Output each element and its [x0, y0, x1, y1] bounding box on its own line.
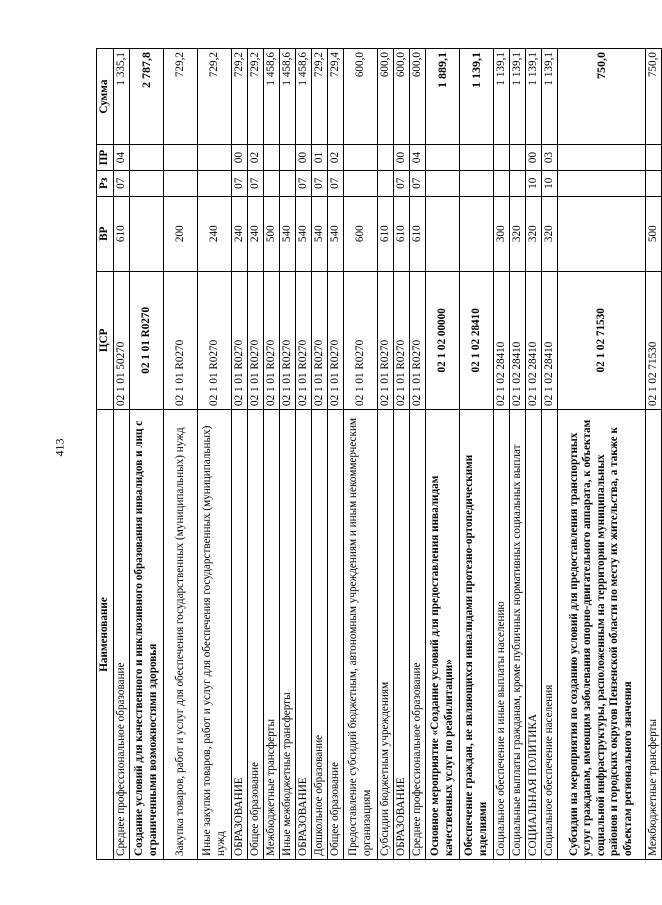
- cell-csr: 02 1 01 R0270: [296, 271, 312, 409]
- cell-name: Иные межбюджетные трансферты: [280, 409, 296, 859]
- cell-name: ОБРАЗОВАНИЕ: [232, 409, 248, 859]
- cell-csr: 02 1 02 28410: [526, 271, 542, 409]
- table-row: [232, 49, 248, 860]
- table-row: [114, 49, 130, 860]
- cell-csr: 02 1 01 R0270: [248, 271, 264, 409]
- table-header-row: [97, 49, 114, 860]
- cell-sum: 729,2: [312, 49, 328, 145]
- header-csr: ЦСР: [97, 271, 114, 409]
- cell-pr: [646, 145, 662, 171]
- cell-sum: 600,0: [344, 49, 378, 145]
- cell-sum: 750,0: [646, 49, 662, 145]
- cell-pr: 02: [248, 145, 264, 171]
- cell-csr: 02 1 01 R0270: [410, 271, 426, 409]
- cell-pr: 01: [312, 145, 328, 171]
- cell-vr: [426, 196, 460, 271]
- cell-vr: [130, 196, 164, 271]
- cell-pr: [130, 145, 164, 171]
- table-row: [164, 49, 198, 860]
- cell-pr: 00: [296, 145, 312, 171]
- cell-sum: 729,2: [198, 49, 232, 145]
- cell-sum: 1 139,1: [460, 49, 494, 145]
- table-row: [280, 49, 296, 860]
- cell-pr: [344, 145, 378, 171]
- cell-sum: 729,2: [232, 49, 248, 145]
- cell-rz: 10: [542, 170, 558, 196]
- rotated-page: [96, 48, 659, 860]
- rotated-table-wrapper: [96, 48, 659, 860]
- cell-sum: 1 139,1: [526, 49, 542, 145]
- cell-rz: [460, 170, 494, 196]
- cell-pr: [280, 145, 296, 171]
- cell-sum: 729,2: [164, 49, 198, 145]
- cell-vr: 610: [114, 196, 130, 271]
- cell-sum: 1 139,1: [510, 49, 526, 145]
- cell-csr: 02 1 01 R0270: [344, 271, 378, 409]
- cell-rz: [280, 170, 296, 196]
- cell-rz: 07: [114, 170, 130, 196]
- cell-name: Межбюджетные трансферты: [646, 409, 662, 859]
- cell-sum: 1 139,1: [494, 49, 510, 145]
- cell-pr: 00: [394, 145, 410, 171]
- cell-vr: 540: [312, 196, 328, 271]
- cell-vr: 240: [232, 196, 248, 271]
- cell-pr: 00: [232, 145, 248, 171]
- cell-name: Основное мероприятие «Создание условий для предоставления инвалидам качественных услуг по реабилитации»: [426, 409, 460, 859]
- cell-name: Среднее профессиональное образование: [114, 409, 130, 859]
- cell-vr: 240: [198, 196, 232, 271]
- cell-csr: 02 1 02 71530: [558, 271, 646, 409]
- header-vr: ВР: [97, 196, 114, 271]
- table-row: [264, 49, 280, 860]
- cell-rz: 07: [232, 170, 248, 196]
- budget-table: [96, 48, 662, 860]
- header-rz: Рз: [97, 170, 114, 196]
- cell-name: Общее образование: [328, 409, 344, 859]
- cell-name: Закупка товаров, работ и услуг для обеспечения государственных (муниципальных) нужд: [164, 409, 198, 859]
- table-row: [542, 49, 558, 860]
- cell-rz: 10: [526, 170, 542, 196]
- table-row: [130, 49, 164, 860]
- table-row: [410, 49, 426, 860]
- cell-sum: 600,0: [410, 49, 426, 145]
- cell-name: Обеспечение граждан, не являющихся инвалидами протезно-ортопедическими изделиями: [460, 409, 494, 859]
- cell-pr: [378, 145, 394, 171]
- cell-sum: 729,4: [328, 49, 344, 145]
- cell-rz: [378, 170, 394, 196]
- cell-rz: [510, 170, 526, 196]
- table-row: [426, 49, 460, 860]
- cell-sum: 750,0: [558, 49, 646, 145]
- cell-pr: 04: [114, 145, 130, 171]
- cell-vr: 610: [394, 196, 410, 271]
- cell-vr: 600: [344, 196, 378, 271]
- cell-rz: [558, 170, 646, 196]
- cell-pr: 04: [410, 145, 426, 171]
- cell-vr: 320: [542, 196, 558, 271]
- cell-sum: 2 787,8: [130, 49, 164, 145]
- cell-vr: 240: [248, 196, 264, 271]
- cell-sum: 1 335,1: [114, 49, 130, 145]
- cell-pr: [426, 145, 460, 171]
- cell-vr: 200: [164, 196, 198, 271]
- cell-pr: [510, 145, 526, 171]
- cell-name: Общее образование: [248, 409, 264, 859]
- cell-csr: 02 1 01 R0270: [164, 271, 198, 409]
- cell-csr: 02 1 01 R0270: [378, 271, 394, 409]
- cell-vr: 540: [280, 196, 296, 271]
- cell-vr: [558, 196, 646, 271]
- table-row: [526, 49, 542, 860]
- cell-rz: 07: [394, 170, 410, 196]
- cell-rz: 07: [312, 170, 328, 196]
- cell-name: Социальное обеспечение населения: [542, 409, 558, 859]
- cell-csr: 02 1 01 R0270: [130, 271, 164, 409]
- cell-pr: 03: [542, 145, 558, 171]
- table-row: [646, 49, 662, 860]
- table-body: [114, 49, 662, 860]
- cell-pr: [264, 145, 280, 171]
- cell-vr: 540: [296, 196, 312, 271]
- cell-vr: 610: [378, 196, 394, 271]
- cell-name: Межбюджетные трансферты: [264, 409, 280, 859]
- cell-rz: 07: [410, 170, 426, 196]
- cell-name: Предоставление субсидий бюджетным, автономным учреждениям и иным некоммерческим организациям: [344, 409, 378, 859]
- table-row: [198, 49, 232, 860]
- cell-name: Иные закупки товаров, работ и услуг для обеспечения государственных (муниципальных) нужд: [198, 409, 232, 859]
- cell-csr: 02 1 02 28410: [494, 271, 510, 409]
- cell-csr: 02 1 01 R0270: [232, 271, 248, 409]
- cell-vr: 540: [328, 196, 344, 271]
- cell-sum: 1 458,6: [264, 49, 280, 145]
- table-row: [344, 49, 378, 860]
- cell-vr: 500: [264, 196, 280, 271]
- cell-csr: 02 1 02 28410: [460, 271, 494, 409]
- cell-sum: 1 458,6: [296, 49, 312, 145]
- cell-csr: 02 1 02 71530: [646, 271, 662, 409]
- cell-vr: 500: [646, 196, 662, 271]
- page-number: 413: [52, 438, 67, 457]
- cell-csr: 02 1 02 28410: [542, 271, 558, 409]
- cell-rz: [426, 170, 460, 196]
- cell-sum: 1 889,1: [426, 49, 460, 145]
- cell-csr: 02 1 02 28410: [510, 271, 526, 409]
- table-row: [312, 49, 328, 860]
- cell-pr: [460, 145, 494, 171]
- table-row: [494, 49, 510, 860]
- cell-name: Создание условий для качественного и инклюзивного образования инвалидов и лиц с ограниченными возможностями здоровья: [130, 409, 164, 859]
- cell-rz: [130, 170, 164, 196]
- cell-rz: 07: [296, 170, 312, 196]
- cell-name: Субсидии бюджетным учреждениям: [378, 409, 394, 859]
- cell-rz: [164, 170, 198, 196]
- cell-name: Субсидии на мероприятия по созданию условий для предоставления транспортных услуг гражданам, имеющим заболевания опорно-двигательного аппарата, к объектам социальной инфраструктуры, расположенным на территории муниципальных районов и городских округов Пензенской области по месту их жительства, а также к объектам регионального значения: [558, 409, 646, 859]
- cell-sum: 600,0: [394, 49, 410, 145]
- cell-vr: [460, 196, 494, 271]
- cell-pr: [198, 145, 232, 171]
- cell-csr: 02 1 01 R0270: [280, 271, 296, 409]
- cell-sum: 1 139,1: [542, 49, 558, 145]
- table-row: [296, 49, 312, 860]
- cell-rz: 07: [328, 170, 344, 196]
- cell-name: Дошкольное образование: [312, 409, 328, 859]
- cell-pr: [558, 145, 646, 171]
- cell-csr: 02 1 01 50270: [114, 271, 130, 409]
- table-row: [248, 49, 264, 860]
- cell-csr: 02 1 02 00000: [426, 271, 460, 409]
- cell-rz: [494, 170, 510, 196]
- cell-pr: 00: [526, 145, 542, 171]
- table-row: [510, 49, 526, 860]
- cell-csr: 02 1 01 R0270: [328, 271, 344, 409]
- cell-csr: 02 1 01 R0270: [264, 271, 280, 409]
- cell-sum: 729,2: [248, 49, 264, 145]
- cell-name: ОБРАЗОВАНИЕ: [296, 409, 312, 859]
- cell-vr: 610: [410, 196, 426, 271]
- cell-name: Социальное обеспечение и иные выплаты населению: [494, 409, 510, 859]
- cell-name: Среднее профессиональное образование: [410, 409, 426, 859]
- cell-vr: 300: [494, 196, 510, 271]
- header-pr: ПР: [97, 145, 114, 171]
- table-row: [460, 49, 494, 860]
- cell-csr: 02 1 01 R0270: [394, 271, 410, 409]
- header-sum: Сумма: [97, 49, 114, 145]
- cell-rz: 07: [248, 170, 264, 196]
- table-row: [378, 49, 394, 860]
- cell-name: ОБРАЗОВАНИЕ: [394, 409, 410, 859]
- cell-sum: 600,0: [378, 49, 394, 145]
- table-row: [328, 49, 344, 860]
- cell-rz: [646, 170, 662, 196]
- cell-vr: 320: [526, 196, 542, 271]
- cell-sum: 1 458,6: [280, 49, 296, 145]
- cell-csr: 02 1 01 R0270: [198, 271, 232, 409]
- cell-pr: [494, 145, 510, 171]
- cell-name: Социальные выплаты гражданам, кроме публичных нормативных социальных выплат: [510, 409, 526, 859]
- cell-rz: [264, 170, 280, 196]
- cell-pr: 02: [328, 145, 344, 171]
- table-row: [394, 49, 410, 860]
- cell-vr: 320: [510, 196, 526, 271]
- cell-rz: [344, 170, 378, 196]
- table-row: [558, 49, 646, 860]
- cell-pr: [164, 145, 198, 171]
- cell-csr: 02 1 01 R0270: [312, 271, 328, 409]
- header-name: Наименование: [97, 409, 114, 859]
- cell-name: СОЦИАЛЬНАЯ ПОЛИТИКА: [526, 409, 542, 859]
- cell-rz: [198, 170, 232, 196]
